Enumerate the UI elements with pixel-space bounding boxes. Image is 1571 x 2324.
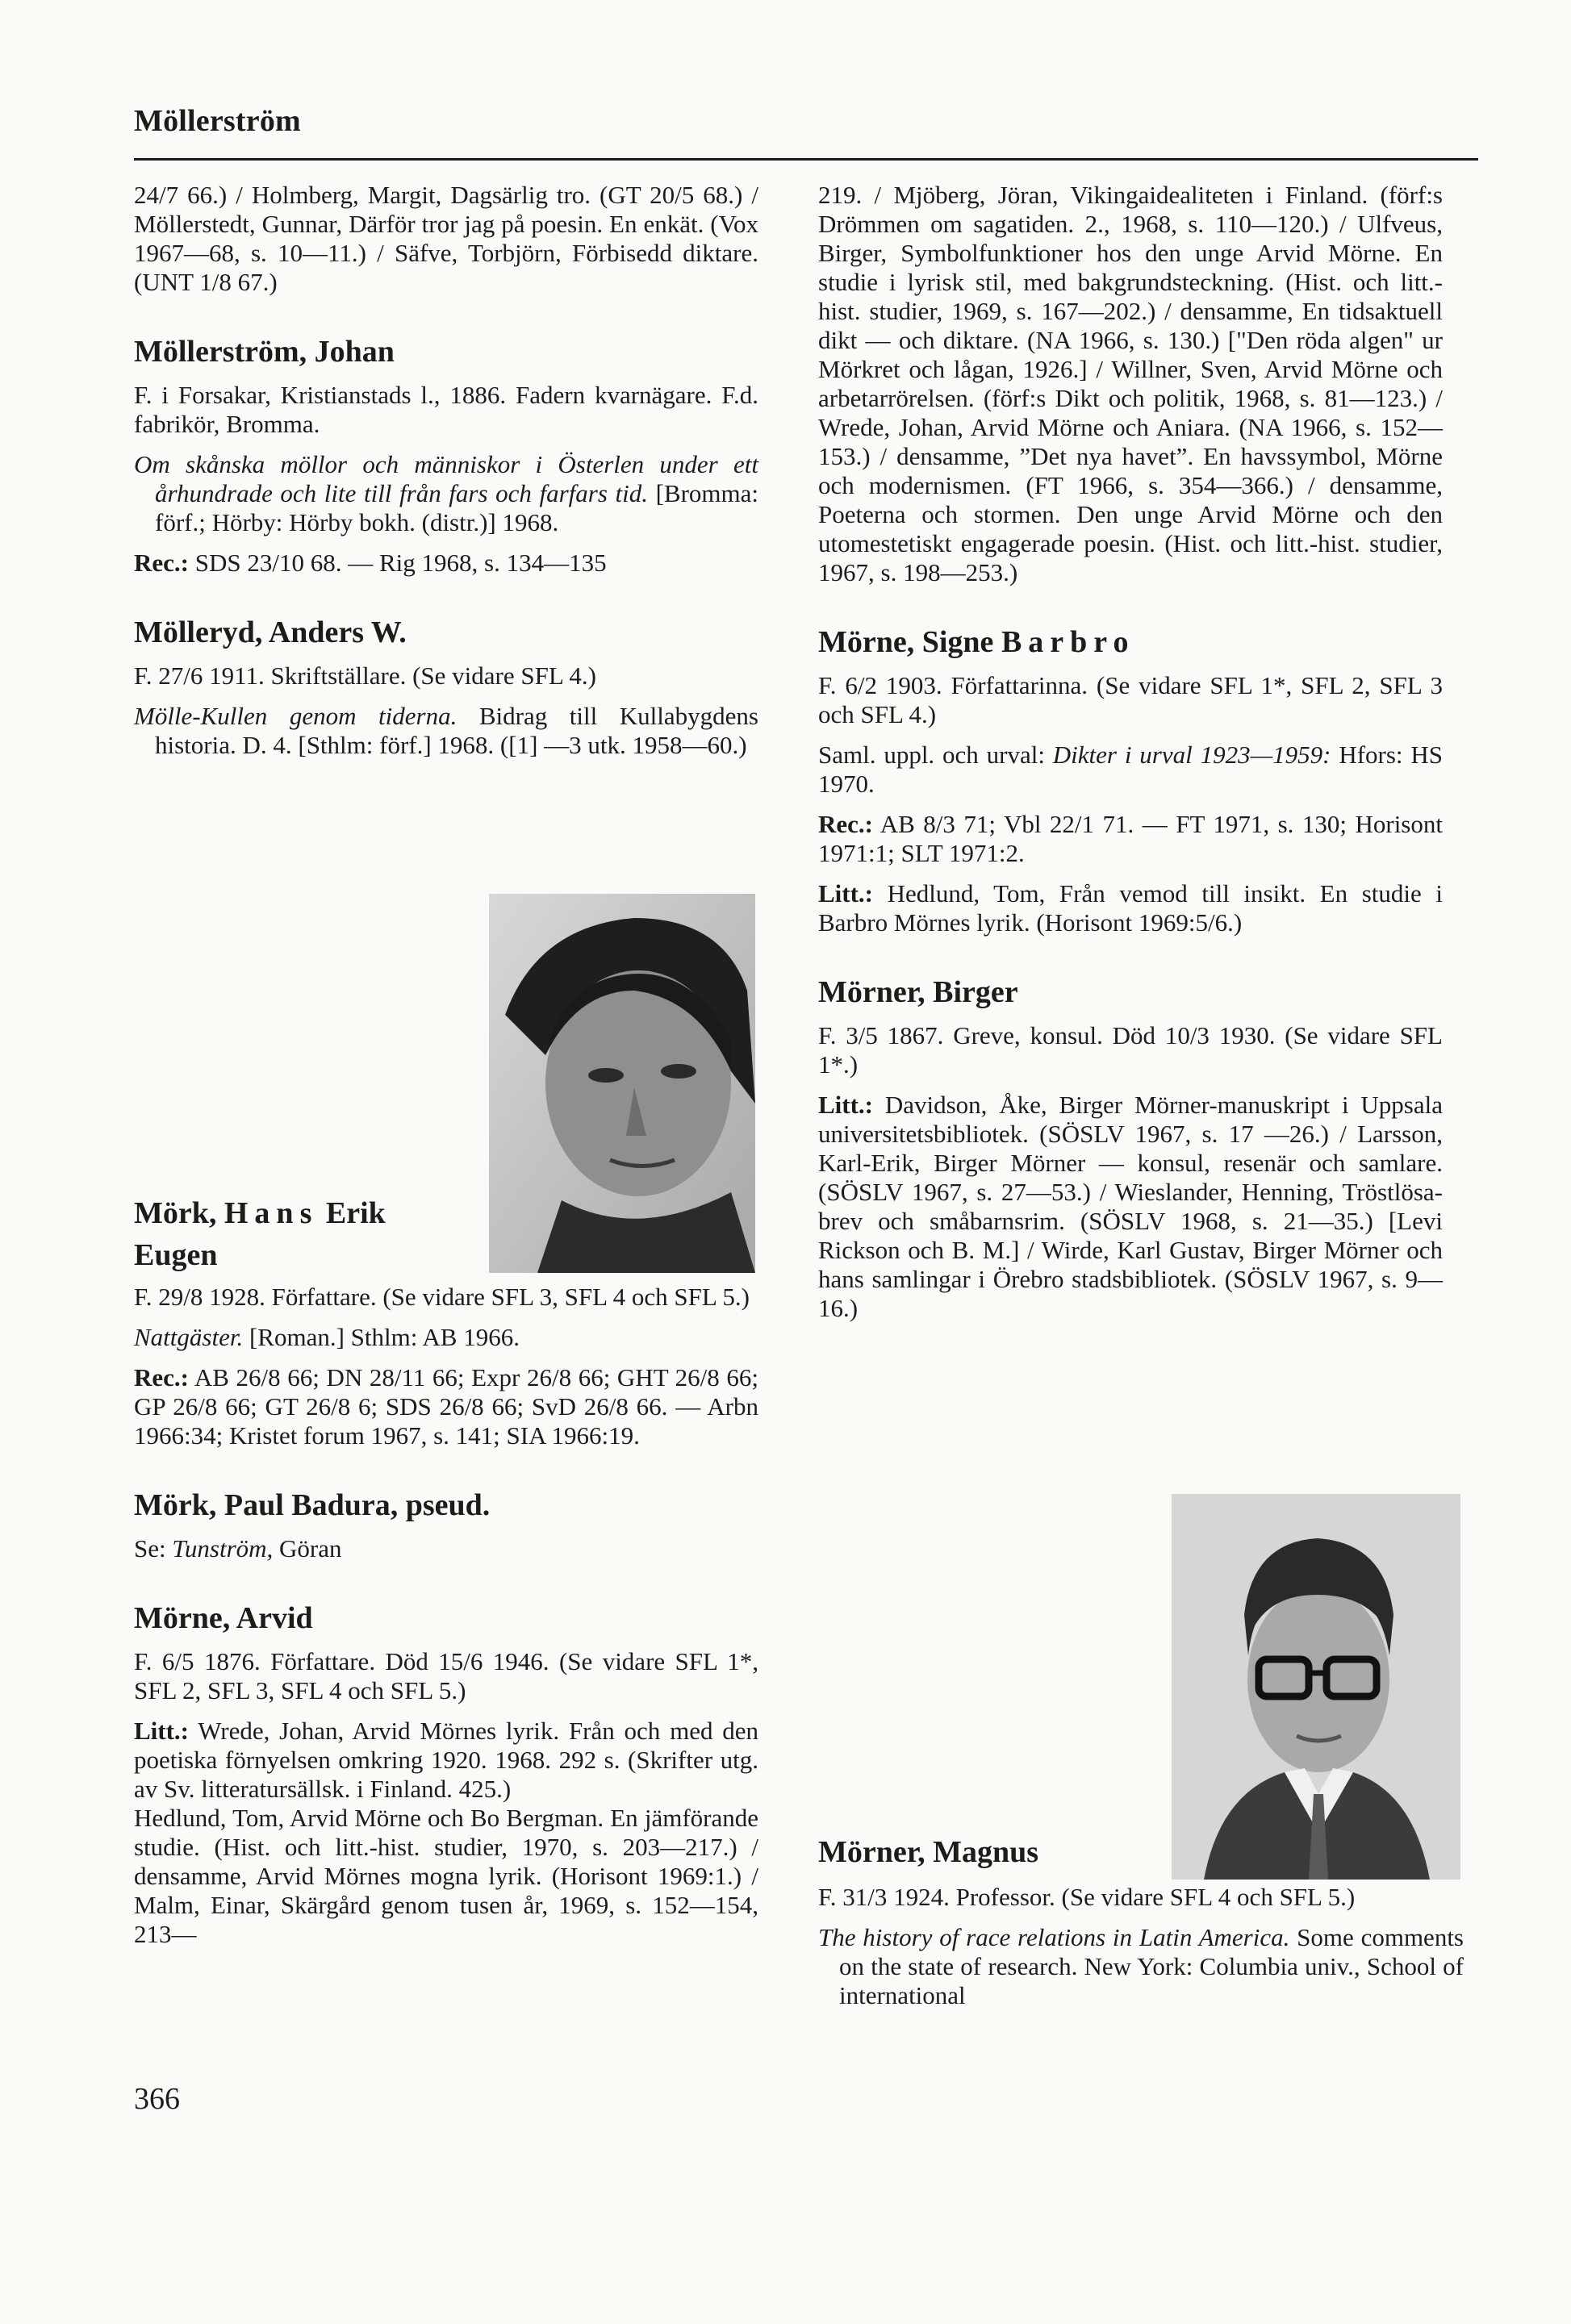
see-target-rest: Göran: [273, 1534, 342, 1563]
entry-work: [134, 450, 758, 537]
entry-bio: F. 3/5 1867. Greve, konsul. Död 10/3 1930. (Se vidare SFL 1*.): [818, 1021, 1443, 1079]
running-head: Möllerström: [134, 104, 301, 138]
rec-text: AB 8/3 71; Vbl 22/1 71. — FT 1971, s. 130; Horisont 1971:1; SLT 1971:2.: [818, 810, 1443, 867]
author-portrait-photo: [1172, 1494, 1460, 1880]
entry-work: [134, 1323, 758, 1352]
see-reference: [134, 1534, 758, 1563]
entry-bio: F. 31/3 1924. Professor. (Se vidare SFL 4 och SFL 5.): [818, 1883, 1356, 1911]
see-target: Tunström,: [172, 1534, 274, 1563]
work-title: The history of race relations in Latin America.: [818, 1923, 1290, 1951]
heading-spaced-name: Barbro: [1001, 625, 1135, 659]
entry-heading-morne-signe: [818, 626, 1443, 658]
heading-text: Erik: [318, 1196, 386, 1230]
continued-entry-text: 219. / Mjöberg, Jöran, Vikingaidealiteten i Finland. (förf:s Drömmen om sagatiden. 2., 1968, s. 110—120.) / Ulfveus, Birger, Symbolfunktioner hos den unge Arvid Mörne. En studie i lyrisk stil, med bakgrundsteckning. (Hist. och litt.-hist. studier, 1969, s. 167—202.) / densamme, En tidsaktuell dikt — och diktare. (NA 1966, s. 130.) ["Den röda algen" ur Mörkret och lågan, 1926.] / Willner, Sven, Arvid Mörne och arbetarrörelsen. (förf:s Dikt och politik, 1968, s. 81—123.) / Wrede, Johan, Arvid Mörne och Aniara. (NA 1966, s. 152—153.) / densamme, ”Det nya havet”. En havssymbol, Mörne och modernismen. (FT 1966, s. 354—366.) / densamme, Poeterna och stormen. Den unge Arvid Mörne och den utomestetiskt engagerade poesin. (Hist. och litt.-hist. studier, 1967, s. 198—253.): [818, 181, 1443, 586]
rec-label: Rec.:: [818, 810, 873, 838]
portrait-image: [1172, 1494, 1460, 1880]
entry-heading-morner-birger: Mörner, Birger: [818, 975, 1018, 1009]
entry-bio: F. 27/6 1911. Skriftställare. (Se vidare SFL 4.): [134, 661, 596, 690]
entry-bio: F. i Forsakar, Kristianstads l., 1886. Fadern kvarnägare. F.d. fabrikör, Bromma.: [134, 381, 758, 438]
work-details: [Roman.] Sthlm: AB 1966.: [243, 1323, 520, 1351]
rec-label: Rec.:: [134, 1363, 189, 1391]
entry-body-mork-hans: [134, 1283, 758, 1960]
rec-text: AB 26/8 66; DN 28/11 66; Expr 26/8 66; GHT 26/8 66; GP 26/8 66; GT 26/8 6; SDS 26/8 66; SvD 26/8 66. — Arbn 1966:34; Kristet forum 1967, s. 141; SIA 1966:19.: [134, 1363, 758, 1450]
heading-line-2: [134, 1234, 481, 1276]
entry-reviews: [134, 549, 758, 578]
work-title: Dikter i urval 1923—1959:: [1052, 741, 1331, 769]
work-title: Mölle-Kullen genom tiderna.: [134, 702, 458, 730]
litt-label: Litt.:: [818, 879, 874, 907]
entry-reviews: [818, 810, 1443, 868]
continued-entry-text: 24/7 66.) / Holmberg, Margit, Dagsärlig tro. (GT 20/5 68.) / Möllerstedt, Gunnar, Därför tror jag på poesin. En enkät. (Vox 1967—68, s. 10—11.) / Säfve, Torbjörn, Förbisedd diktare. (UNT 1/8 67.): [134, 181, 758, 296]
work-title: Om skånska möllor och människor i Österlen under ett århundrade och lite till från fars och farfars tid.: [134, 450, 758, 507]
entry-litt: [818, 879, 1443, 937]
litt-label: Litt.:: [134, 1717, 190, 1745]
entry-bio: F. 6/5 1876. Författare. Död 15/6 1946. (Se vidare SFL 1*, SFL 2, SFL 3, SFL 4 och SFL 5.): [134, 1647, 758, 1704]
entry-heading-mork-paul: Mörk, Paul Badura, pseud.: [134, 1488, 491, 1522]
entry-heading-morne-arvid: Mörne, Arvid: [134, 1601, 313, 1635]
entry-heading-molleryd-anders: Mölleryd, Anders W.: [134, 615, 407, 649]
entry-reviews: [134, 1363, 758, 1450]
work-details: Some comments on the state of research. New York: Columbia univ., School of international: [839, 1923, 1464, 2009]
litt-text: Hedlund, Tom, Från vemod till insikt. En studie i Barbro Mörnes lyrik. (Horisont 1969:5/6.): [818, 879, 1443, 937]
entry-work: [134, 702, 758, 760]
entry-bio: F. 29/8 1928. Författare. (Se vidare SFL 3, SFL 4 och SFL 5.): [134, 1283, 750, 1311]
heading-text: Mörk,: [134, 1196, 224, 1230]
rec-text: SDS 23/10 68. — Rig 1968, s. 134—135: [188, 549, 607, 577]
litt-text: Davidson, Åke, Birger Mörner-manuskript i Uppsala universitetsbibliotek. (SÖSLV 1967, s. 17 —26.) / Larsson, Karl-Erik, Birger Mörner — konsul, resenär och samlare. (SÖSLV 1967, s. 27—53.) / Wieslander, Henning, Tröstlösa-brev och småbarnsrim. (SÖSLV 1968, s. 21—35.) [Levi Rickson och B. M.] / Wirde, Karl Gustav, Birger Mörner och hans samlingar i Örebro stadsbibliotek. (SÖSLV 1967, s. 9—16.): [818, 1091, 1443, 1322]
entry-bio: F. 6/2 1903. Författarinna. (Se vidare SFL 1*, SFL 2, SFL 3 och SFL 4.): [818, 671, 1443, 728]
heading-text: Eugen: [134, 1238, 218, 1272]
rec-label: Rec.:: [134, 549, 189, 577]
heading-line-1: [134, 1192, 481, 1234]
heading-spaced-name: Hans: [224, 1196, 319, 1230]
entry-heading-morner-magnus: Mörner, Magnus: [818, 1835, 1039, 1869]
portrait-image: [489, 894, 755, 1273]
entry-litt: [134, 1717, 758, 1804]
entry-work: [818, 1923, 1464, 2010]
left-column: [134, 181, 758, 771]
page-number: 366: [134, 2082, 180, 2116]
entry-heading-mork-hans: [134, 1192, 481, 1276]
work-details: Hfors: HS 1970.: [818, 741, 1443, 798]
work-details: Bidrag till Kullabygdens historia. D. 4. [Sthlm: förf.] 1968. ([1] —3 utk. 1958—60.): [155, 702, 758, 759]
work-details: [Bromma: förf.; Hörby: Hörby bokh. (distr.)] 1968.: [155, 479, 759, 536]
entry-collected-works: [818, 741, 1443, 799]
litt-label: Litt.:: [818, 1091, 874, 1119]
entry-heading-mollerstrom-johan: Möllerström, Johan: [134, 335, 395, 369]
header-rule: [134, 158, 1478, 161]
entry-litt-continued: Hedlund, Tom, Arvid Mörne och Bo Bergman. En jämförande studie. (Hist. och litt.-hist. studier, 1970, s. 203—217.) / densamme, Arvid Mörnes mogna lyrik. (Horisont 1969:1.) / Malm, Einar, Skärgård genom tusen år, 1969, s. 152—154, 213—: [134, 1804, 758, 1948]
author-portrait-photo: [489, 894, 755, 1273]
see-label: Se:: [134, 1534, 173, 1563]
right-column: [818, 181, 1443, 1334]
entry-litt: [818, 1091, 1443, 1323]
heading-text: Mörne, Signe: [818, 625, 1001, 659]
entry-morner-magnus: [818, 1836, 1464, 2022]
work-title: Nattgäster.: [134, 1323, 244, 1351]
litt-text: Wrede, Johan, Arvid Mörnes lyrik. Från och med den poetiska förnyelsen omkring 1920. 1968. 292 s. (Skrifter utg. av Sv. litteratursällsk. i Finland. 425.): [134, 1717, 758, 1803]
saml-label: Saml. uppl. och urval:: [818, 741, 1053, 769]
